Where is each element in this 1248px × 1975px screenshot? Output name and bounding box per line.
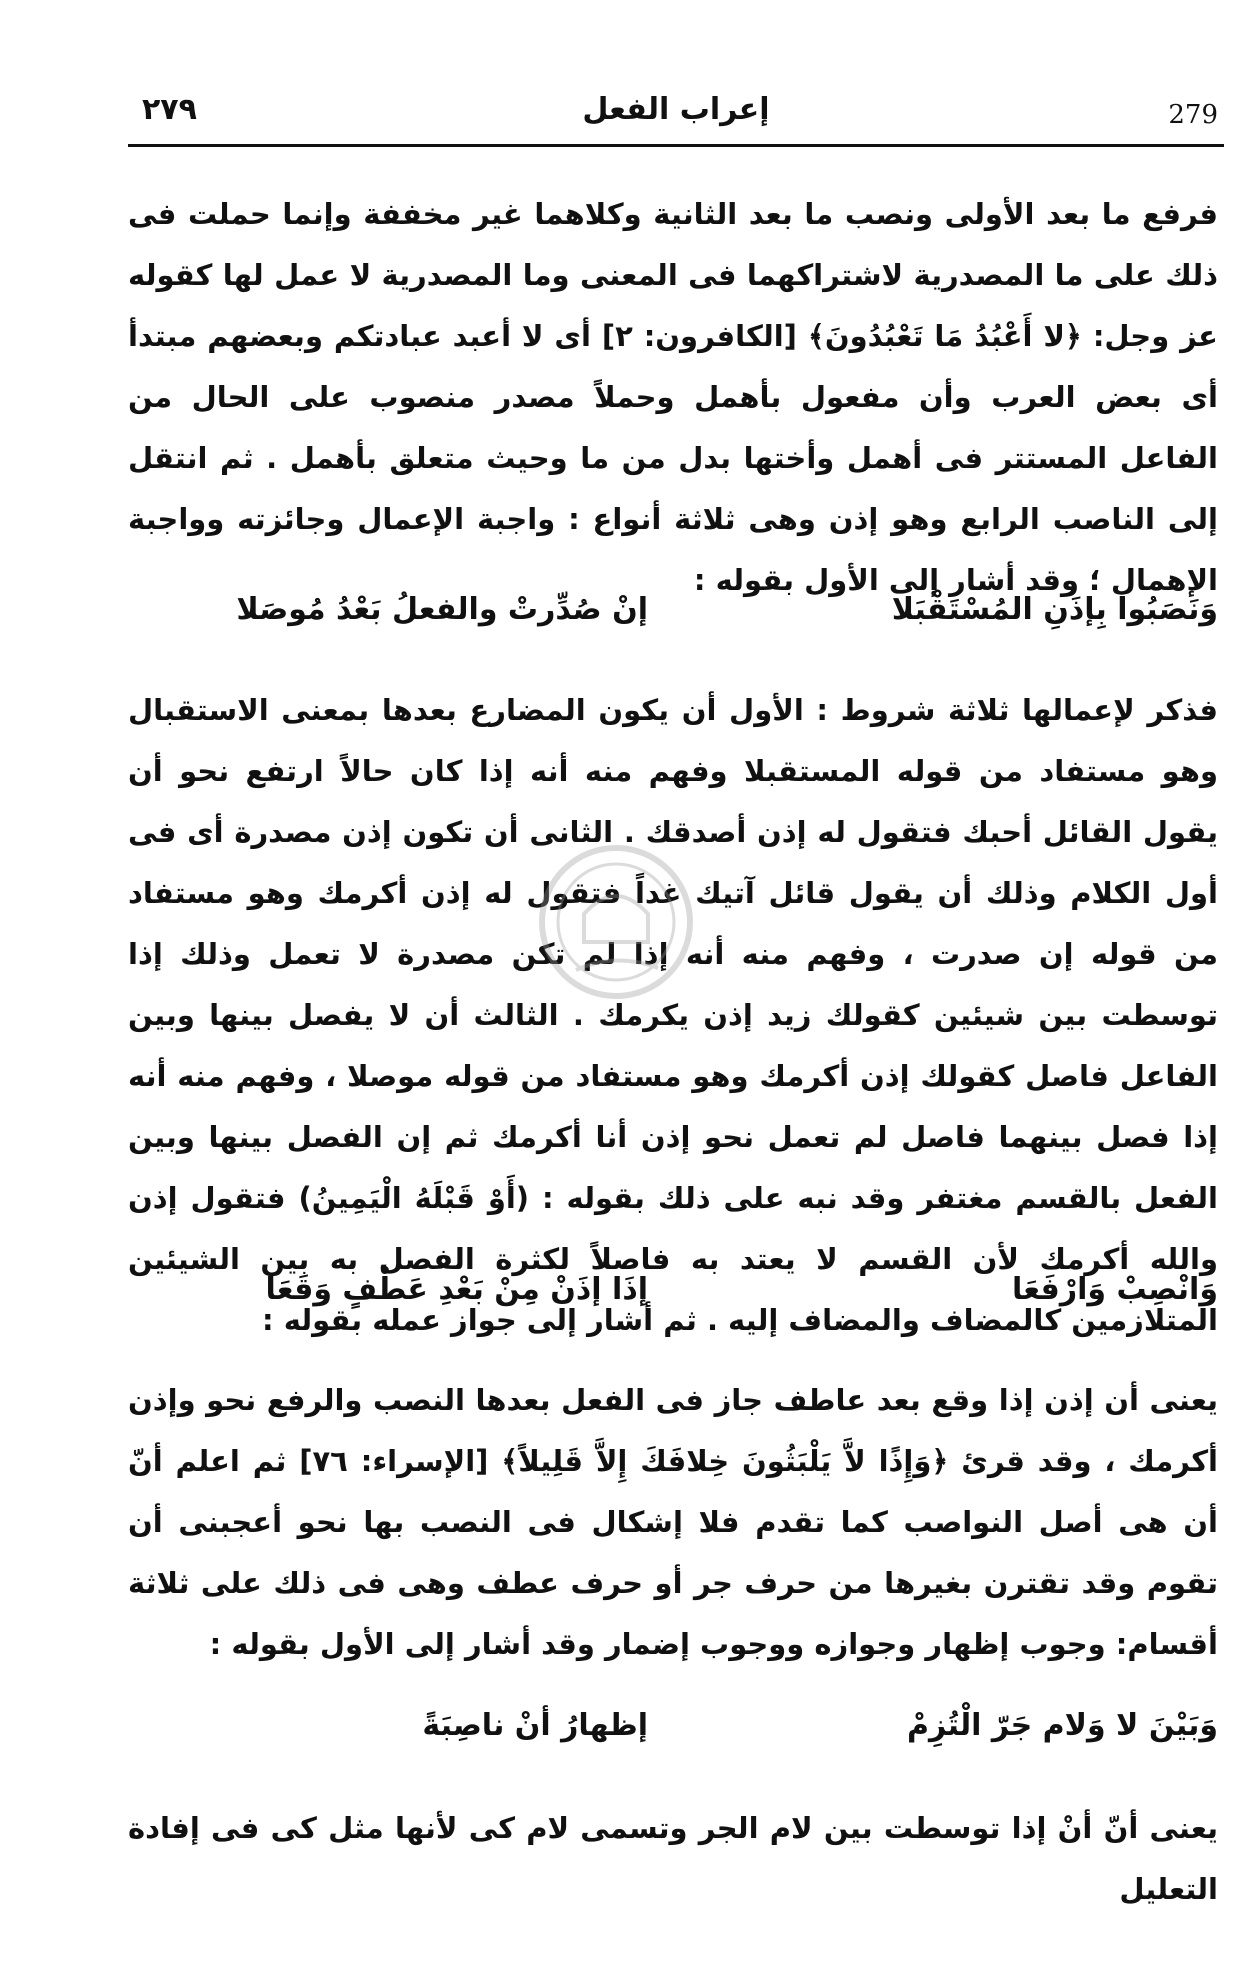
page-number-arabic: ٢٧٩	[142, 92, 197, 127]
verse-1-second-hemistich: إنْ صُدِّرتْ والفعلُ بَعْدُ مُوصَلا	[236, 592, 648, 627]
verse-2	[128, 1272, 1218, 1332]
page-number-latin: 279	[1168, 100, 1218, 130]
verse-3-first-hemistich: وَبَيْنَ لا وَلام جَرّ الْتُزِمْ	[907, 1708, 1218, 1743]
paragraph-2: فذكر لإعمالها ثلاثة شروط : الأول أن يكون المضارع بعدها بمعنى الاستقبال وهو مستفاد من قوله المستقبلا وفهم منه أنه إذا كان حالاً ارتفع نحو أن يقول القائل أحبك فتقول له إذن أصدقك . الثانى أن تكون إذن مصدرة أى فى أول الكلام وذلك أن يقول قائل آتيك غداً فتقول له إذن أكرمك وهو مستفاد من قوله إن صدرت ، وفهم منه أنه إذا لم تكن مصدرة لا تعمل وذلك إذا توسطت بين شيئين كقولك زيد إذن يكرمك . الثالث أن لا يفصل بينها وبين الفاعل فاصل كقولك إذن أكرمك وهو مستفاد من قوله موصلا ، وفهم منه أنه إذا فصل بينهما فاصل لم تعمل نحو إذن أنا أكرمك ثم إن الفصل بينها وبين الفعل بالقسم مغتفر وقد نبه على ذلك بقوله : (أَوْ قَبْلَهُ الْيَمِينُ) فتقول إذن والله أكرمك لأن القسم لا يعتد به فاصلاً لكثرة الفصل به بين الشيئين المتلازمين كالمضاف والمضاف إليه . ثم أشار إلى جواز عمله بقوله :	[128, 693, 1218, 1337]
verse-1-first-hemistich: وَنَصَبُوا بِإذَنِ المُسْتَقْبَلا	[891, 592, 1218, 627]
verse-2-second-hemistich: إذَا إذَنْ مِنْ بَعْدِ عَطْفٍ وَقَعَا	[265, 1272, 648, 1307]
paragraph-4: يعنى أنّ أنْ إذا توسطت بين لام الجر وتسمى لام كى لأنها مثل كى فى إفادة التعليل	[128, 1811, 1218, 1906]
verse-2-first-hemistich: وَانْصِبْ وَارْفَعَا	[1011, 1272, 1218, 1307]
verse-3	[128, 1708, 1218, 1768]
library-seal-watermark	[536, 842, 696, 1002]
running-title: إعراب الفعل	[582, 92, 770, 127]
page-header	[128, 92, 1224, 147]
verse-3-second-hemistich: إظهارُ أنْ ناصِبَةً	[422, 1708, 648, 1743]
paragraph-1: فرفع ما بعد الأولى ونصب ما بعد الثانية وكلاهما غير مخففة وإنما حملت فى ذلك على ما المصدرية لاشتراكهما فى المعنى وما المصدرية لا عمل لها كقوله عز وجل: ﴿لا أَعْبُدُ مَا تَعْبُدُونَ﴾ [الكافرون: ٢] أى لا أعبد عبادتكم وبعضهم مبتدأ أى بعض العرب وأن مفعول بأهمل وحملاً مصدر منصوب على الحال من الفاعل المستتر فى أهمل وأختها بدل من ما وحيث متعلق بأهمل . ثم انتقل إلى الناصب الرابع وهو إذن وهى ثلاثة أنواع : واجبة الإعمال وجائزته وواجبة الإهمال ؛ وقد أشار إلى الأول بقوله :	[128, 197, 1218, 597]
paragraph-3: يعنى أن إذن إذا وقع بعد عاطف جاز فى الفعل بعدها النصب والرفع نحو وإذن أكرمك ، وقد قرئ ﴿وَإِذًا لاَّ يَلْبَثُونَ خِلافَكَ إِلاَّ قَلِيلاً﴾ [الإسراء: ٧٦] ثم اعلم أنّ أن هى أصل النواصب كما تقدم فلا إشكال فى النصب بها نحو أعجبنى أن تقوم وقد تقترن بغيرها من حرف جر أو حرف عطف وهى فى ذلك على ثلاثة أقسام: وجوب إظهار وجوازه ووجوب إضمار وقد أشار إلى الأول بقوله :	[128, 1383, 1218, 1661]
verse-1	[128, 592, 1218, 652]
